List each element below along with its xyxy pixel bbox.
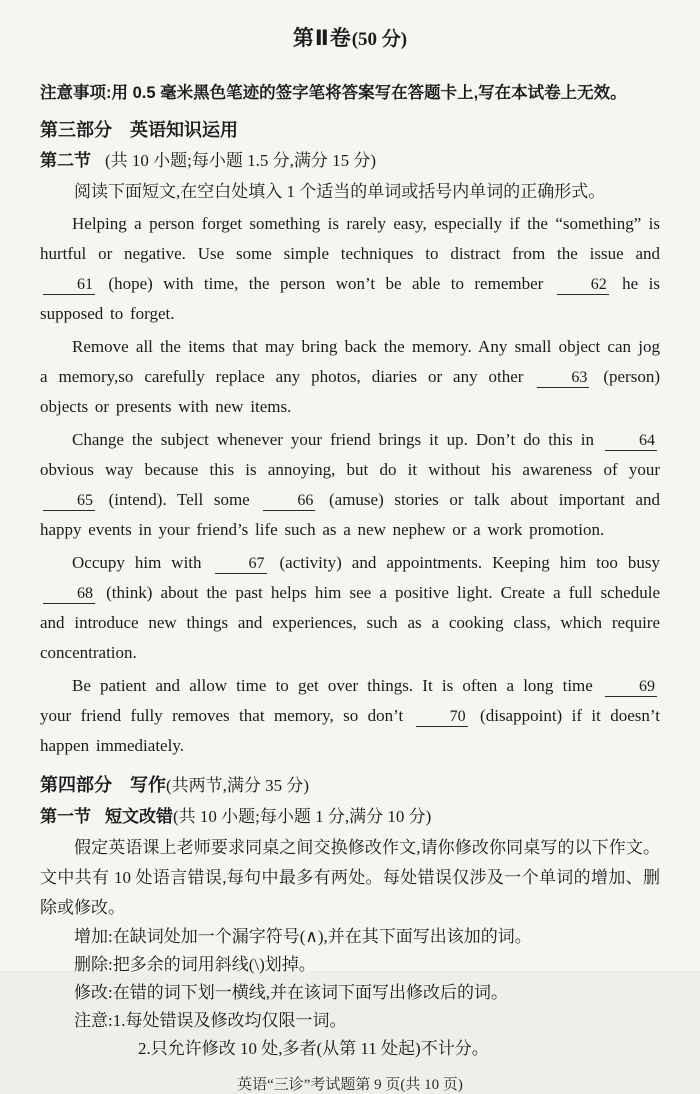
part3-title: 英语知识运用 [130,120,238,140]
cloze-paragraph-2: Remove all the items that may bring back the memory. Any small object can jog a memory,so carefully replace any photos, diaries or any other 63 (person) objects or presents with new items. [40,337,660,416]
blank-68: 68 [43,584,95,604]
section1-title: 短文改错 [105,807,173,826]
correction-intro: 假定英语课上老师要求同桌之间交换修改作文,请你修改你同桌写的以下作文。文中共有 10 处语言错误,每句中最多有两处。每处错误仅涉及一个单词的增加、删除或修改。 [40,838,660,917]
part3-heading [40,116,660,144]
cloze-directions: 阅读下面短文,在空白处填入 1 个适当的单词或括号内单词的正确形式。 [74,182,606,201]
blank-64: 64 [605,431,657,451]
page-title [40,22,660,52]
cloze-paragraph-5: Be patient and allow time to get over things. It is often a long time 69 your friend fully removes that memory, so don’t 70 (disappoint) if it doesn’t happen immediately. [40,676,660,755]
part4-section-line [40,803,660,831]
cloze-paragraph-4: Occupy him with 67 (activity) and appointments. Keeping him too busy 68 (think) about the past helps him see a positive light. Create a full schedule and introduce new things and experiences, such as a cooking class, which require concentration. [40,553,660,662]
blank-62: 62 [557,275,609,295]
blank-66: 66 [263,491,315,511]
part4-heading [40,771,660,800]
part4-info: (共两节,满分 35 分) [166,776,310,795]
notice-line: 注意事项:用 0.5 毫米黑色笔迹的签字笔将答案写在答题卡上,写在本试卷上无效。 [40,84,627,102]
note-line-1: 注意:1.每处错误及修改均仅限一词。 [74,1011,347,1030]
cloze-paragraph-1: Helping a person forget something is rarely easy, especially if the “something” is hurtful or negative. Use some simple techniques to distract from the issue and 61 (hope) with time, the person won’t be able to remember 62 he is supposed to forget. [40,214,660,323]
part3-section-line [40,147,660,175]
page-footer: 英语“三诊”考试题第 9 页(共 10 页) [237,1077,463,1093]
blank-65: 65 [43,491,95,511]
section2-info: (共 10 小题;每小题 1.5 分,满分 15 分) [105,151,377,170]
section2-label: 第二节 [40,151,91,170]
rule-add: 增加:在缺词处加一个漏字符号(∧),并在其下面写出该加的词。 [74,927,532,946]
blank-63: 63 [537,368,589,388]
note-line-2: 2.只允许修改 10 处,多者(从第 11 处起)不计分。 [138,1039,489,1058]
rule-modify: 修改:在错的词下划一横线,并在该词下面写出修改后的词。 [74,983,508,1002]
part4-label: 第四部分 [40,775,112,795]
part4-title: 写作 [130,775,166,795]
blank-61: 61 [43,275,95,295]
rule-delete: 删除:把多余的词用斜线(\)划掉。 [74,955,316,974]
page-title-score: (50 分) [351,29,408,50]
blank-67: 67 [215,554,267,574]
part3-label: 第三部分 [40,120,112,140]
section1-label: 第一节 [40,807,91,826]
blank-70: 70 [416,707,468,727]
cloze-paragraph-3: Change the subject whenever your friend brings it up. Don’t do this in 64 obvious way because this is annoying, but do it without his awareness of your 65 (intend). Tell some 66 (amuse) stories or talk about important and happy events in your friend’s life such as a new nephew or a work promotion. [40,430,660,539]
section1-info: (共 10 小题;每小题 1 分,满分 10 分) [173,807,432,826]
blank-69: 69 [605,677,657,697]
page-title-main: 第Ⅱ卷 [292,27,352,50]
